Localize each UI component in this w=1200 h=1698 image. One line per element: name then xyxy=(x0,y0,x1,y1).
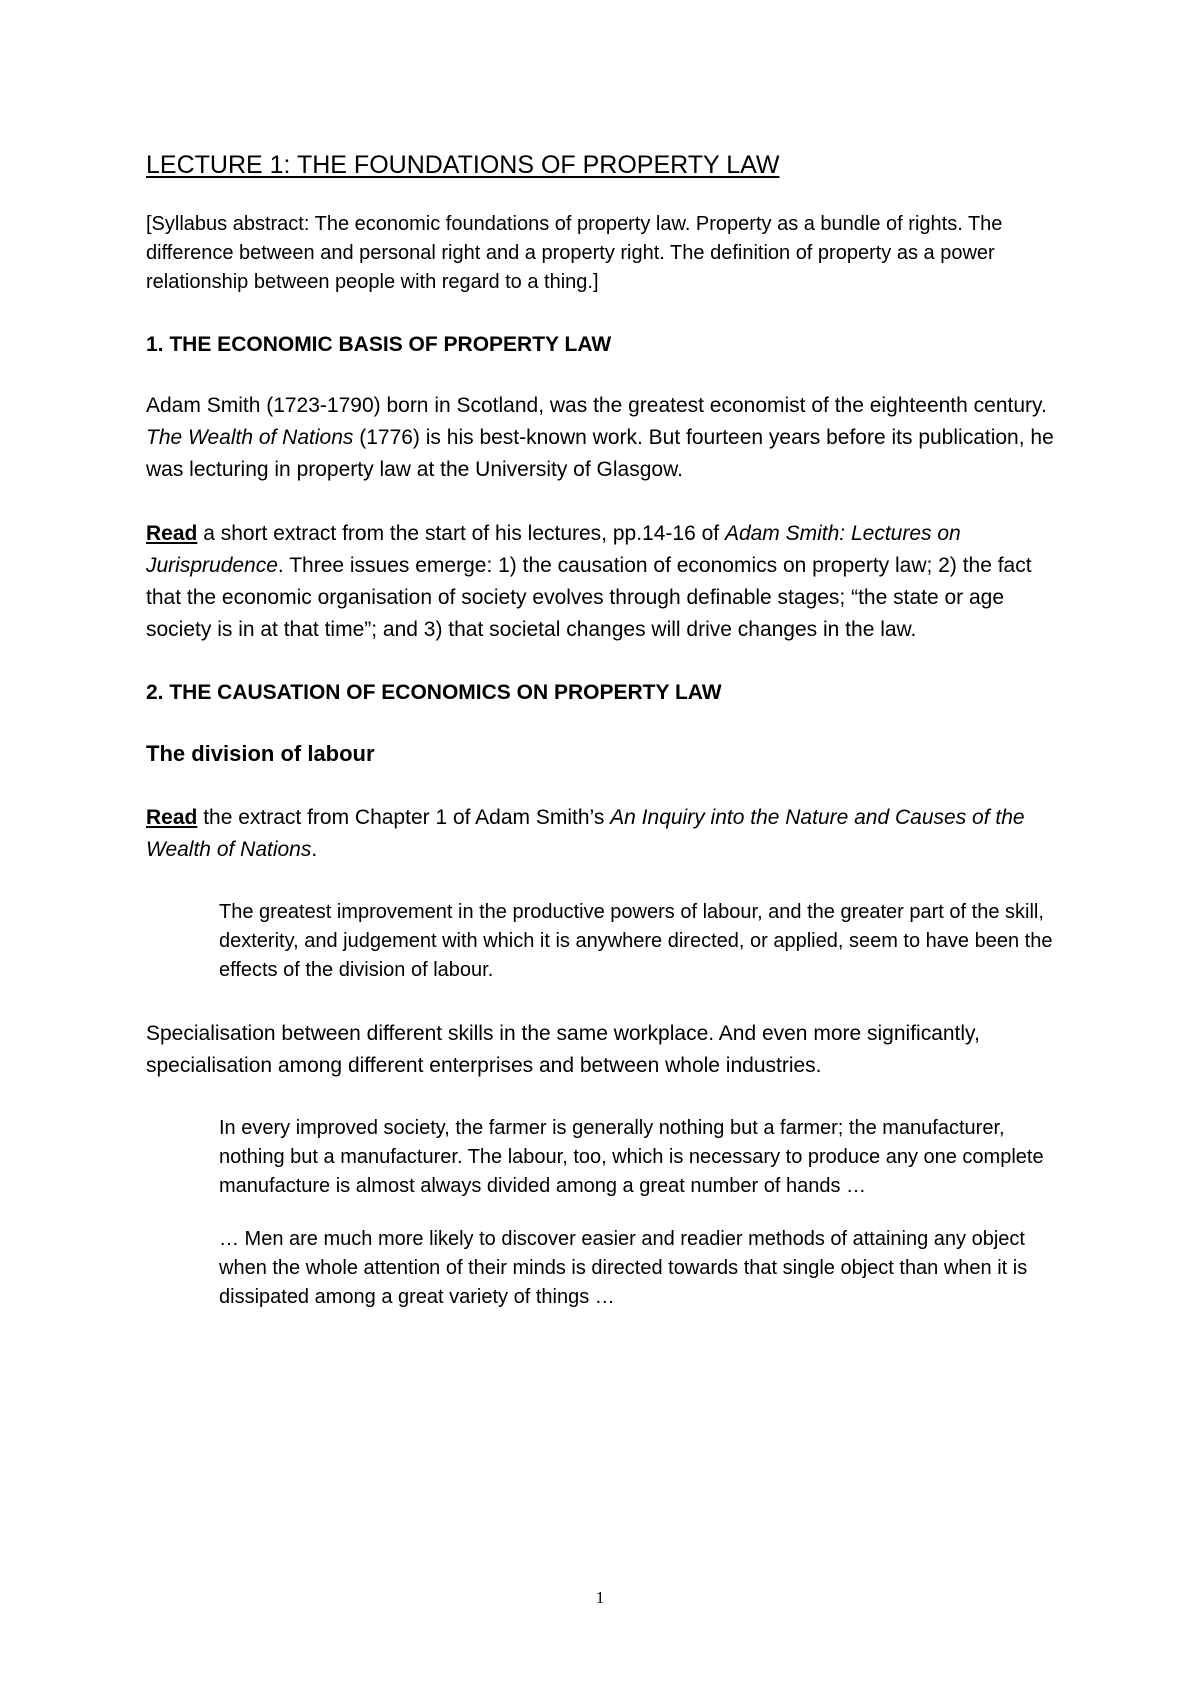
block-quote-3: … Men are much more likely to discover easier and readier methods of attaining any object when the whole attention of their minds is directed towards that single object than when it is dissipated among a great variety of things … xyxy=(219,1228,1028,1308)
paragraph-text: . Three issues emerge: 1) the causation of economics on property law; 2) the fact that the economic organisation of society evolves through definable stages; “the state or age society is in at that time”; and 3) that societal changes will drive changes in the law. xyxy=(146,554,1032,641)
document-content xyxy=(146,150,1066,1345)
paragraph-text: Adam Smith (1723-1790) born in Scotland, was the greatest economist of the eighteenth century. xyxy=(146,394,1047,417)
block-quote-2: In every improved society, the farmer is generally nothing but a farmer; the manufacturer, nothing but a manufacturer. The labour, too, which is necessary to produce any one complete manufacture is almost always divided among a great number of hands … xyxy=(219,1117,1044,1197)
section-2-heading: 2. THE CAUSATION OF ECONOMICS ON PROPERTY LAW xyxy=(146,681,722,704)
book-title: Adam Smith: Lectures on Jurisprudence xyxy=(146,522,961,577)
book-title: The Wealth of Nations xyxy=(146,426,354,449)
section-2-paragraph-1 xyxy=(146,802,1066,866)
section-1-heading: 1. THE ECONOMIC BASIS OF PROPERTY LAW xyxy=(146,333,612,356)
section-1-paragraph-1 xyxy=(146,390,1066,486)
section-2-subheading: The division of labour xyxy=(146,741,375,766)
paragraph-text: a short extract from the start of his lectures, pp.14-16 of xyxy=(197,522,725,545)
book-title: An Inquiry into the Nature and Causes of the Wealth of Nations xyxy=(146,806,1025,861)
block-quote-1: The greatest improvement in the productive powers of labour, and the greater part of the skill, dexterity, and judgement with which it is anywhere directed, or applied, seem to have been the effects of the division of labour. xyxy=(219,901,1053,981)
syllabus-abstract: [Syllabus abstract: The economic foundations of property law. Property as a bundle of rights. The difference between and personal right and a property right. The definition of property as a power relationship between people with regard to a thing.] xyxy=(146,213,1003,293)
paragraph-text: (1776) is his best-known work. But fourteen years before its publication, he was lecturing in property law at the University of Glasgow. xyxy=(146,426,1054,481)
page-number: 1 xyxy=(595,1588,605,1607)
paragraph-text: the extract from Chapter 1 of Adam Smith’s xyxy=(197,806,611,829)
lecture-title: LECTURE 1: THE FOUNDATIONS OF PROPERTY LAW xyxy=(146,151,780,179)
read-instruction: Read xyxy=(146,522,198,545)
paragraph-text: . xyxy=(311,838,318,861)
read-instruction: Read xyxy=(146,806,198,829)
section-1-paragraph-2 xyxy=(146,518,1066,646)
section-2-paragraph-2: Specialisation between different skills in the same workplace. And even more significantly, specialisation among different enterprises and between whole industries. xyxy=(146,1022,980,1077)
